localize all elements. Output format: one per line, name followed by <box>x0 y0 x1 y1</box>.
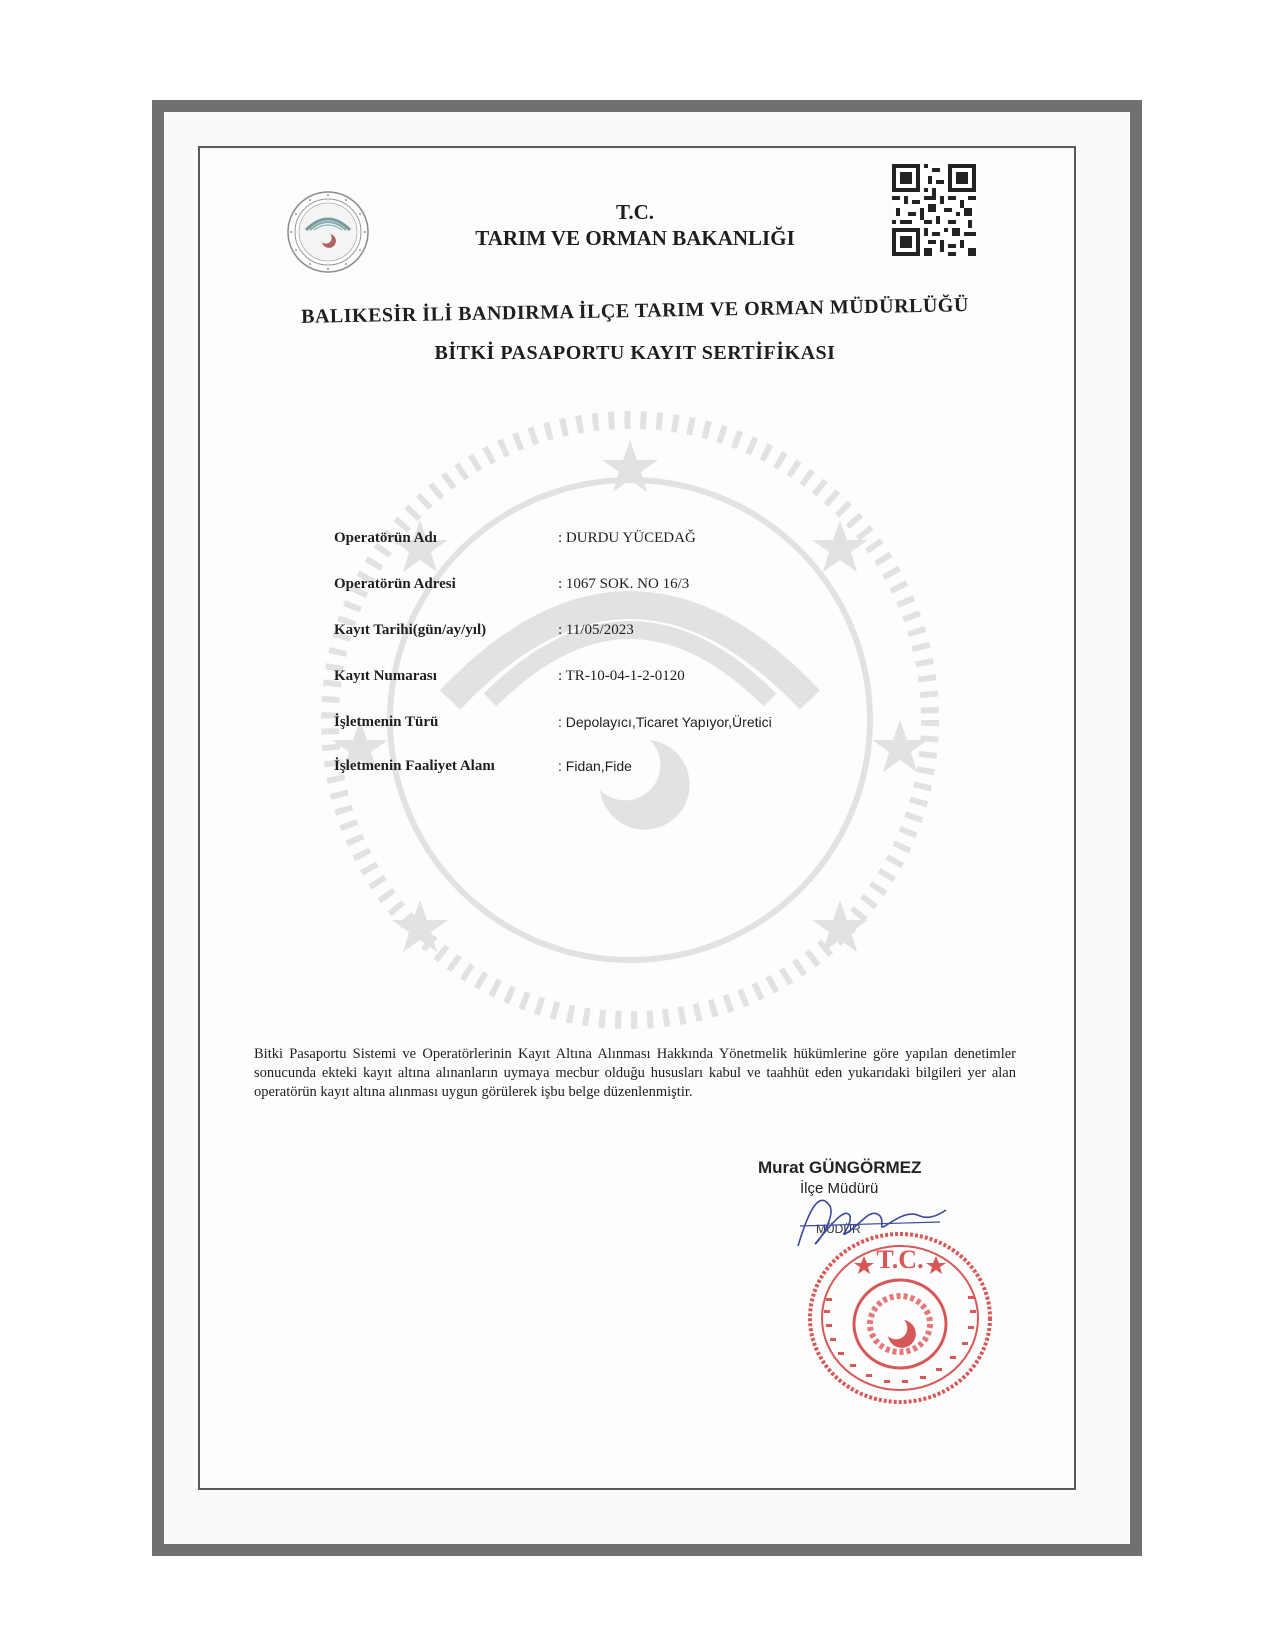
signatory-name: Murat GÜNGÖRMEZ <box>758 1158 922 1177</box>
certificate-title: BİTKİ PASAPORTU KAYIT SERTİFİKASI <box>434 342 836 364</box>
field-label: İşletmenin Faaliyet Alanı <box>334 758 495 774</box>
header-tc: T.C. <box>615 200 655 224</box>
field-value: : 1067 SOK. NO 16/3 <box>558 576 690 592</box>
official-stamp <box>804 1228 996 1408</box>
field-label: Kayıt Tarihi(gün/ay/yıl) <box>334 622 487 638</box>
field-value: : DURDU YÜCEDAĞ <box>558 530 696 546</box>
seal-text: T.C. <box>876 1245 924 1274</box>
field-value: : 11/05/2023 <box>558 622 634 638</box>
field-value: : TR-10-04-1-2-0120 <box>558 668 685 684</box>
field-label: Kayıt Numarası <box>334 668 437 684</box>
field-value: : Depolayıcı,Ticaret Yapıyor,Üretici <box>558 714 772 730</box>
signatory-title: İlçe Müdürü <box>800 1180 879 1197</box>
certificate-body-text: Bitki Pasaportu Sistemi ve Operatörlerinin Kayıt Altına Alınması Hakkında Yönetmelik hükümlerine göre yapılan denetimler sonucunda ekteki kayıt altına alınanların uymaya mecbur olduğu hususları kabul ve taahhüt eden yukarıdaki bilgileri yer alan operatörün kayıt altına alınması uygun görülerek işbu belge düzenlenmiştir. <box>254 1046 1016 1100</box>
signature-label: MÜDÜR <box>816 1222 861 1236</box>
field-label: Operatörün Adı <box>334 530 437 546</box>
header-ministry: TARIM VE ORMAN BAKANLIĞI <box>475 226 795 250</box>
directorate-title: BALIKESİR İLİ BANDIRMA İLÇE TARIM VE ORMAN MÜDÜRLÜĞÜ <box>300 294 970 328</box>
field-label: Operatörün Adresi <box>334 576 456 592</box>
field-value: : Fidan,Fide <box>558 758 632 774</box>
field-label: İşletmenin Türü <box>334 714 439 730</box>
